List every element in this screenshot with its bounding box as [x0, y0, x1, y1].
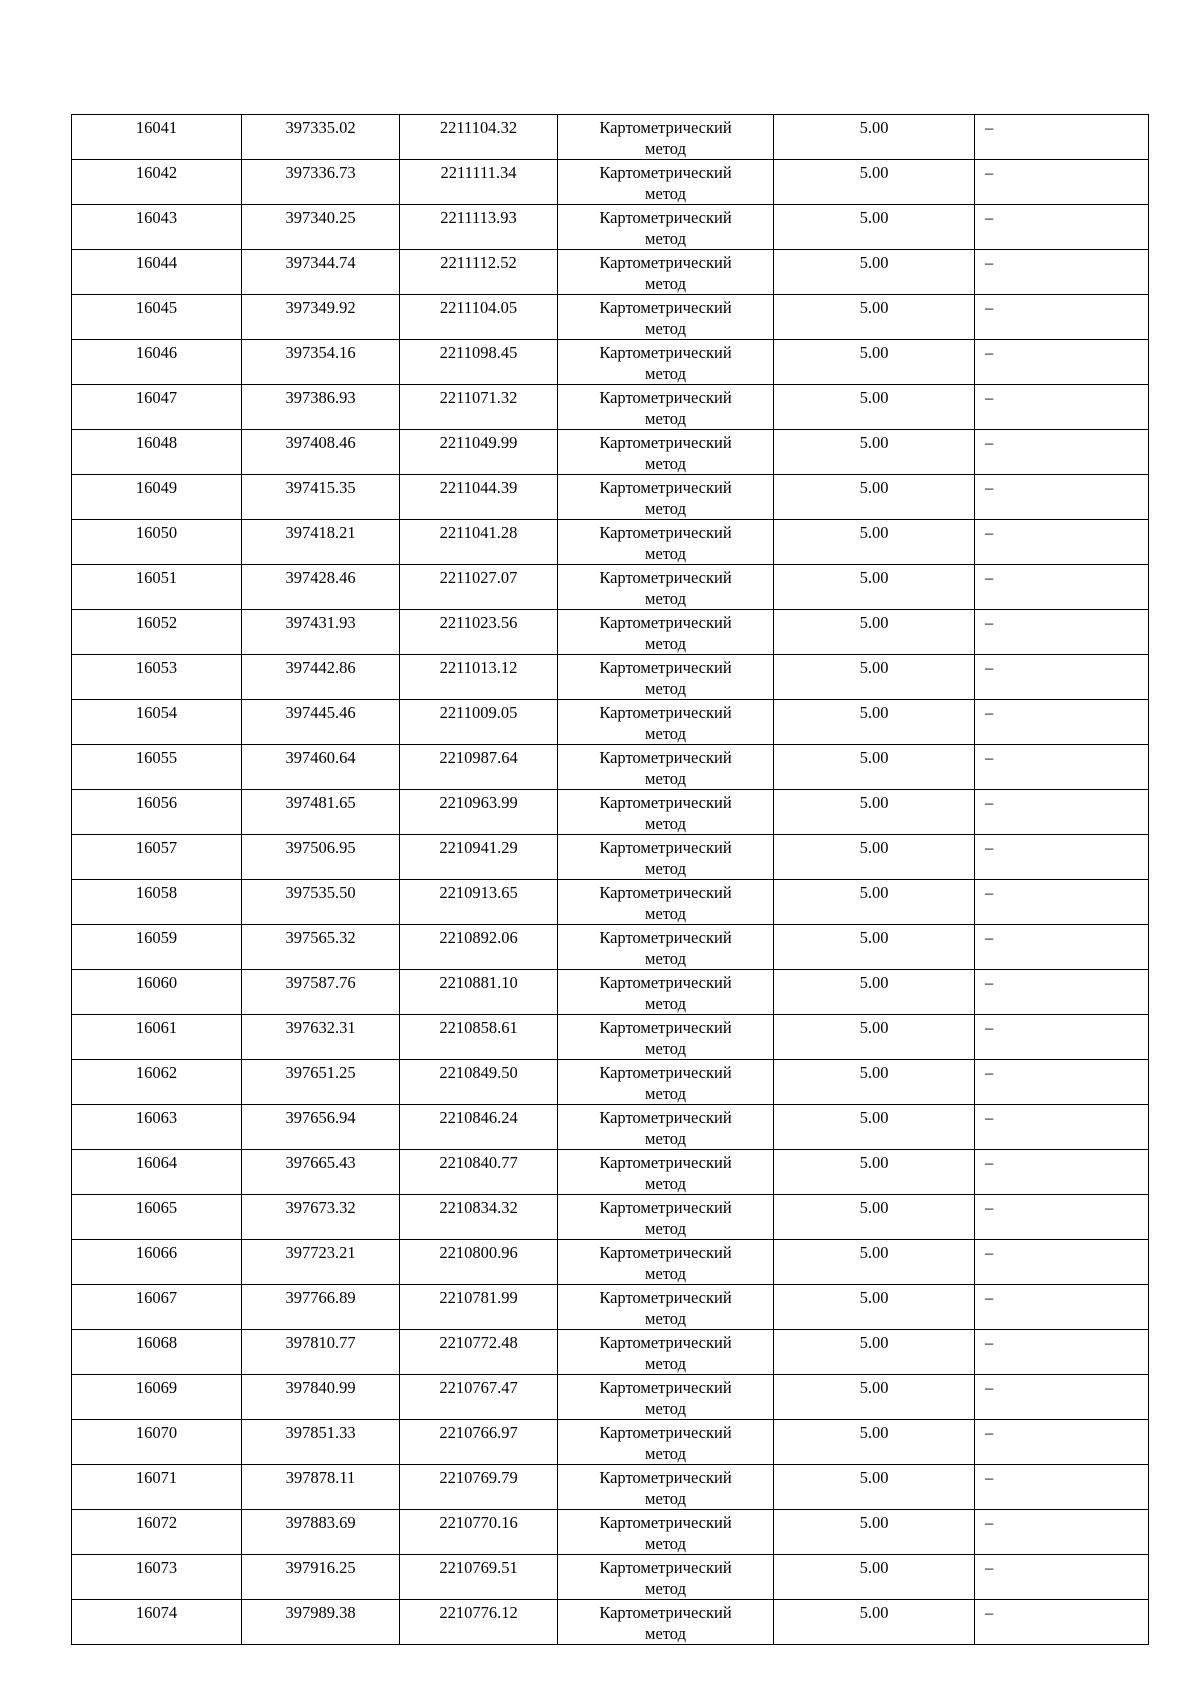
- x-coordinate-cell: 397445.46: [242, 700, 400, 745]
- table-row: [72, 835, 1149, 880]
- note-cell: –: [975, 970, 1149, 1015]
- table-row: [72, 1330, 1149, 1375]
- coordinates-table: [71, 114, 1149, 1645]
- table-row: [72, 160, 1149, 205]
- note-cell: –: [975, 205, 1149, 250]
- point-number-cell: 16057: [72, 835, 242, 880]
- table-row: [72, 700, 1149, 745]
- note-cell: –: [975, 340, 1149, 385]
- note-cell: –: [975, 385, 1149, 430]
- method-cell: Картометрический метод: [558, 475, 774, 520]
- method-cell: Картометрический метод: [558, 1015, 774, 1060]
- note-cell: –: [975, 1510, 1149, 1555]
- method-cell: Картометрический метод: [558, 745, 774, 790]
- point-number-cell: 16044: [72, 250, 242, 295]
- accuracy-cell: 5.00: [774, 385, 975, 430]
- y-coordinate-cell: 2211049.99: [400, 430, 558, 475]
- x-coordinate-cell: 397442.86: [242, 655, 400, 700]
- accuracy-cell: 5.00: [774, 340, 975, 385]
- table-row: [72, 565, 1149, 610]
- x-coordinate-cell: 397340.25: [242, 205, 400, 250]
- table-row: [72, 745, 1149, 790]
- accuracy-cell: 5.00: [774, 925, 975, 970]
- method-cell: Картометрический метод: [558, 835, 774, 880]
- method-cell: Картометрический метод: [558, 1240, 774, 1285]
- y-coordinate-cell: 2211009.05: [400, 700, 558, 745]
- y-coordinate-cell: 2210849.50: [400, 1060, 558, 1105]
- point-number-cell: 16050: [72, 520, 242, 565]
- table-row: [72, 970, 1149, 1015]
- method-cell: Картометрический метод: [558, 430, 774, 475]
- x-coordinate-cell: 397481.65: [242, 790, 400, 835]
- method-cell: Картометрический метод: [558, 250, 774, 295]
- table-row: [72, 790, 1149, 835]
- x-coordinate-cell: 397344.74: [242, 250, 400, 295]
- y-coordinate-cell: 2210987.64: [400, 745, 558, 790]
- x-coordinate-cell: 397431.93: [242, 610, 400, 655]
- method-cell: Картометрический метод: [558, 205, 774, 250]
- method-cell: Картометрический метод: [558, 1195, 774, 1240]
- table-row: [72, 1555, 1149, 1600]
- method-cell: Картометрический метод: [558, 1150, 774, 1195]
- table-row: [72, 250, 1149, 295]
- accuracy-cell: 5.00: [774, 610, 975, 655]
- note-cell: –: [975, 1105, 1149, 1150]
- accuracy-cell: 5.00: [774, 250, 975, 295]
- y-coordinate-cell: 2211044.39: [400, 475, 558, 520]
- x-coordinate-cell: 397335.02: [242, 115, 400, 160]
- table-row: [72, 475, 1149, 520]
- y-coordinate-cell: 2210769.79: [400, 1465, 558, 1510]
- y-coordinate-cell: 2210892.06: [400, 925, 558, 970]
- x-coordinate-cell: 397766.89: [242, 1285, 400, 1330]
- point-number-cell: 16068: [72, 1330, 242, 1375]
- accuracy-cell: 5.00: [774, 1285, 975, 1330]
- method-cell: Картометрический метод: [558, 880, 774, 925]
- point-number-cell: 16072: [72, 1510, 242, 1555]
- note-cell: –: [975, 835, 1149, 880]
- x-coordinate-cell: 397415.35: [242, 475, 400, 520]
- accuracy-cell: 5.00: [774, 160, 975, 205]
- table-row: [72, 115, 1149, 160]
- accuracy-cell: 5.00: [774, 1060, 975, 1105]
- method-cell: Картометрический метод: [558, 925, 774, 970]
- point-number-cell: 16061: [72, 1015, 242, 1060]
- point-number-cell: 16056: [72, 790, 242, 835]
- point-number-cell: 16048: [72, 430, 242, 475]
- method-cell: Картометрический метод: [558, 340, 774, 385]
- accuracy-cell: 5.00: [774, 835, 975, 880]
- accuracy-cell: 5.00: [774, 1465, 975, 1510]
- note-cell: –: [975, 1015, 1149, 1060]
- table-row: [72, 1015, 1149, 1060]
- point-number-cell: 16067: [72, 1285, 242, 1330]
- table-row: [72, 295, 1149, 340]
- y-coordinate-cell: 2211071.32: [400, 385, 558, 430]
- method-cell: Картометрический метод: [558, 1060, 774, 1105]
- table-row: [72, 1195, 1149, 1240]
- table-row: [72, 1150, 1149, 1195]
- method-cell: Картометрический метод: [558, 1465, 774, 1510]
- point-number-cell: 16042: [72, 160, 242, 205]
- accuracy-cell: 5.00: [774, 1240, 975, 1285]
- y-coordinate-cell: 2210772.48: [400, 1330, 558, 1375]
- accuracy-cell: 5.00: [774, 1150, 975, 1195]
- accuracy-cell: 5.00: [774, 1510, 975, 1555]
- point-number-cell: 16073: [72, 1555, 242, 1600]
- note-cell: –: [975, 1195, 1149, 1240]
- y-coordinate-cell: 2211027.07: [400, 565, 558, 610]
- x-coordinate-cell: 397587.76: [242, 970, 400, 1015]
- point-number-cell: 16041: [72, 115, 242, 160]
- point-number-cell: 16046: [72, 340, 242, 385]
- note-cell: –: [975, 1285, 1149, 1330]
- y-coordinate-cell: 2210881.10: [400, 970, 558, 1015]
- method-cell: Картометрический метод: [558, 1600, 774, 1645]
- point-number-cell: 16065: [72, 1195, 242, 1240]
- y-coordinate-cell: 2210941.29: [400, 835, 558, 880]
- method-cell: Картометрический метод: [558, 610, 774, 655]
- table-row: [72, 340, 1149, 385]
- table-row: [72, 1285, 1149, 1330]
- x-coordinate-cell: 397418.21: [242, 520, 400, 565]
- method-cell: Картометрический метод: [558, 115, 774, 160]
- accuracy-cell: 5.00: [774, 475, 975, 520]
- note-cell: –: [975, 115, 1149, 160]
- y-coordinate-cell: 2210840.77: [400, 1150, 558, 1195]
- method-cell: Картометрический метод: [558, 1555, 774, 1600]
- point-number-cell: 16060: [72, 970, 242, 1015]
- y-coordinate-cell: 2211098.45: [400, 340, 558, 385]
- table-row: [72, 610, 1149, 655]
- x-coordinate-cell: 397408.46: [242, 430, 400, 475]
- accuracy-cell: 5.00: [774, 1330, 975, 1375]
- y-coordinate-cell: 2210800.96: [400, 1240, 558, 1285]
- x-coordinate-cell: 397565.32: [242, 925, 400, 970]
- y-coordinate-cell: 2210781.99: [400, 1285, 558, 1330]
- point-number-cell: 16043: [72, 205, 242, 250]
- note-cell: –: [975, 700, 1149, 745]
- point-number-cell: 16045: [72, 295, 242, 340]
- y-coordinate-cell: 2210766.97: [400, 1420, 558, 1465]
- point-number-cell: 16052: [72, 610, 242, 655]
- table-row: [72, 655, 1149, 700]
- y-coordinate-cell: 2211041.28: [400, 520, 558, 565]
- table-row: [72, 520, 1149, 565]
- table-row: [72, 385, 1149, 430]
- accuracy-cell: 5.00: [774, 520, 975, 565]
- table-row: [72, 880, 1149, 925]
- y-coordinate-cell: 2210858.61: [400, 1015, 558, 1060]
- method-cell: Картометрический метод: [558, 1420, 774, 1465]
- point-number-cell: 16055: [72, 745, 242, 790]
- method-cell: Картометрический метод: [558, 790, 774, 835]
- accuracy-cell: 5.00: [774, 1600, 975, 1645]
- x-coordinate-cell: 397810.77: [242, 1330, 400, 1375]
- table-row: [72, 1105, 1149, 1150]
- note-cell: –: [975, 1150, 1149, 1195]
- table-row: [72, 1420, 1149, 1465]
- x-coordinate-cell: 397989.38: [242, 1600, 400, 1645]
- y-coordinate-cell: 2211104.05: [400, 295, 558, 340]
- method-cell: Картометрический метод: [558, 1375, 774, 1420]
- accuracy-cell: 5.00: [774, 1105, 975, 1150]
- x-coordinate-cell: 397723.21: [242, 1240, 400, 1285]
- method-cell: Картометрический метод: [558, 1285, 774, 1330]
- y-coordinate-cell: 2210913.65: [400, 880, 558, 925]
- y-coordinate-cell: 2210767.47: [400, 1375, 558, 1420]
- x-coordinate-cell: 397840.99: [242, 1375, 400, 1420]
- x-coordinate-cell: 397336.73: [242, 160, 400, 205]
- note-cell: –: [975, 790, 1149, 835]
- y-coordinate-cell: 2210963.99: [400, 790, 558, 835]
- note-cell: –: [975, 655, 1149, 700]
- table-row: [72, 1375, 1149, 1420]
- note-cell: –: [975, 745, 1149, 790]
- method-cell: Картометрический метод: [558, 520, 774, 565]
- point-number-cell: 16069: [72, 1375, 242, 1420]
- x-coordinate-cell: 397916.25: [242, 1555, 400, 1600]
- accuracy-cell: 5.00: [774, 655, 975, 700]
- note-cell: –: [975, 1240, 1149, 1285]
- y-coordinate-cell: 2211104.32: [400, 115, 558, 160]
- x-coordinate-cell: 397460.64: [242, 745, 400, 790]
- point-number-cell: 16047: [72, 385, 242, 430]
- x-coordinate-cell: 397354.16: [242, 340, 400, 385]
- note-cell: –: [975, 610, 1149, 655]
- point-number-cell: 16070: [72, 1420, 242, 1465]
- accuracy-cell: 5.00: [774, 1195, 975, 1240]
- method-cell: Картометрический метод: [558, 295, 774, 340]
- x-coordinate-cell: 397665.43: [242, 1150, 400, 1195]
- x-coordinate-cell: 397883.69: [242, 1510, 400, 1555]
- point-number-cell: 16049: [72, 475, 242, 520]
- table-row: [72, 1510, 1149, 1555]
- x-coordinate-cell: 397506.95: [242, 835, 400, 880]
- accuracy-cell: 5.00: [774, 970, 975, 1015]
- table-row: [72, 205, 1149, 250]
- y-coordinate-cell: 2211112.52: [400, 250, 558, 295]
- x-coordinate-cell: 397386.93: [242, 385, 400, 430]
- note-cell: –: [975, 475, 1149, 520]
- table-row: [72, 1060, 1149, 1105]
- y-coordinate-cell: 2211013.12: [400, 655, 558, 700]
- x-coordinate-cell: 397651.25: [242, 1060, 400, 1105]
- method-cell: Картометрический метод: [558, 700, 774, 745]
- table-body: [72, 115, 1149, 1645]
- note-cell: –: [975, 1465, 1149, 1510]
- accuracy-cell: 5.00: [774, 115, 975, 160]
- method-cell: Картометрический метод: [558, 1105, 774, 1150]
- note-cell: –: [975, 1420, 1149, 1465]
- note-cell: –: [975, 1555, 1149, 1600]
- accuracy-cell: 5.00: [774, 295, 975, 340]
- table-row: [72, 430, 1149, 475]
- note-cell: –: [975, 880, 1149, 925]
- method-cell: Картометрический метод: [558, 655, 774, 700]
- x-coordinate-cell: 397878.11: [242, 1465, 400, 1510]
- accuracy-cell: 5.00: [774, 1015, 975, 1060]
- accuracy-cell: 5.00: [774, 1555, 975, 1600]
- point-number-cell: 16053: [72, 655, 242, 700]
- x-coordinate-cell: 397673.32: [242, 1195, 400, 1240]
- point-number-cell: 16054: [72, 700, 242, 745]
- accuracy-cell: 5.00: [774, 880, 975, 925]
- note-cell: –: [975, 1375, 1149, 1420]
- y-coordinate-cell: 2210770.16: [400, 1510, 558, 1555]
- note-cell: –: [975, 1060, 1149, 1105]
- accuracy-cell: 5.00: [774, 430, 975, 475]
- x-coordinate-cell: 397656.94: [242, 1105, 400, 1150]
- accuracy-cell: 5.00: [774, 745, 975, 790]
- table-row: [72, 925, 1149, 970]
- point-number-cell: 16074: [72, 1600, 242, 1645]
- y-coordinate-cell: 2211111.34: [400, 160, 558, 205]
- y-coordinate-cell: 2211113.93: [400, 205, 558, 250]
- point-number-cell: 16058: [72, 880, 242, 925]
- point-number-cell: 16066: [72, 1240, 242, 1285]
- point-number-cell: 16063: [72, 1105, 242, 1150]
- method-cell: Картометрический метод: [558, 385, 774, 430]
- method-cell: Картометрический метод: [558, 160, 774, 205]
- x-coordinate-cell: 397349.92: [242, 295, 400, 340]
- point-number-cell: 16059: [72, 925, 242, 970]
- note-cell: –: [975, 295, 1149, 340]
- accuracy-cell: 5.00: [774, 1420, 975, 1465]
- note-cell: –: [975, 520, 1149, 565]
- note-cell: –: [975, 1330, 1149, 1375]
- x-coordinate-cell: 397632.31: [242, 1015, 400, 1060]
- x-coordinate-cell: 397851.33: [242, 1420, 400, 1465]
- table-row: [72, 1600, 1149, 1645]
- note-cell: –: [975, 925, 1149, 970]
- y-coordinate-cell: 2210834.32: [400, 1195, 558, 1240]
- accuracy-cell: 5.00: [774, 700, 975, 745]
- method-cell: Картометрический метод: [558, 1330, 774, 1375]
- note-cell: –: [975, 565, 1149, 610]
- accuracy-cell: 5.00: [774, 205, 975, 250]
- y-coordinate-cell: 2210776.12: [400, 1600, 558, 1645]
- x-coordinate-cell: 397535.50: [242, 880, 400, 925]
- accuracy-cell: 5.00: [774, 790, 975, 835]
- note-cell: –: [975, 160, 1149, 205]
- y-coordinate-cell: 2210769.51: [400, 1555, 558, 1600]
- method-cell: Картометрический метод: [558, 565, 774, 610]
- note-cell: –: [975, 430, 1149, 475]
- method-cell: Картометрический метод: [558, 1510, 774, 1555]
- note-cell: –: [975, 1600, 1149, 1645]
- point-number-cell: 16062: [72, 1060, 242, 1105]
- table-row: [72, 1240, 1149, 1285]
- method-cell: Картометрический метод: [558, 970, 774, 1015]
- point-number-cell: 16051: [72, 565, 242, 610]
- note-cell: –: [975, 250, 1149, 295]
- y-coordinate-cell: 2210846.24: [400, 1105, 558, 1150]
- accuracy-cell: 5.00: [774, 1375, 975, 1420]
- x-coordinate-cell: 397428.46: [242, 565, 400, 610]
- point-number-cell: 16064: [72, 1150, 242, 1195]
- accuracy-cell: 5.00: [774, 565, 975, 610]
- y-coordinate-cell: 2211023.56: [400, 610, 558, 655]
- point-number-cell: 16071: [72, 1465, 242, 1510]
- table-row: [72, 1465, 1149, 1510]
